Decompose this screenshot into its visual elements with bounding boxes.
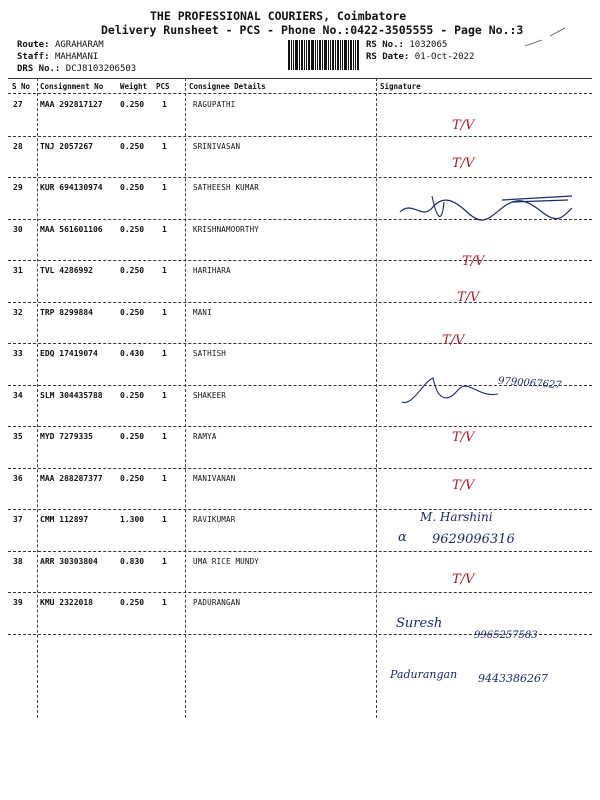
table-row xyxy=(0,430,600,472)
row-consignee: MANIVANAN xyxy=(193,473,236,483)
row-consignment-no: KUR 694130974 xyxy=(40,183,103,192)
signature-row-39-number: 9443386267 xyxy=(478,672,548,685)
row-sno: 37 xyxy=(13,515,23,524)
row-separator xyxy=(8,509,592,510)
row-separator xyxy=(8,426,592,427)
barcode-bar xyxy=(355,40,356,70)
table-row xyxy=(0,389,600,431)
row-sno: 29 xyxy=(13,183,23,192)
barcode-bar xyxy=(324,40,327,70)
signature-row-36-name: M. Harshini xyxy=(420,510,493,524)
table-row xyxy=(0,140,600,182)
barcode-bar xyxy=(335,40,336,70)
row-consignee: SATHISH xyxy=(193,349,227,358)
signature-row-39-name: Padurangan xyxy=(390,668,458,681)
route-label: Route: xyxy=(17,40,50,50)
row-pcs: 1 xyxy=(162,473,167,483)
row-pcs: 1 xyxy=(162,432,167,441)
signature-row-34: T/V xyxy=(452,430,475,445)
col-sno-header: S No xyxy=(12,82,31,91)
barcode-bar xyxy=(328,40,329,70)
row-pcs: 1 xyxy=(162,183,167,192)
row-separator xyxy=(8,136,592,137)
row-consignee: UMA RICE MUNDY xyxy=(193,556,260,566)
signature-row-38-name: Suresh xyxy=(396,616,443,631)
row-consignee: SATHEESH KUMAR xyxy=(193,183,260,192)
company-title: THE PROFESSIONAL COURIERS, Coimbatore xyxy=(150,9,407,23)
rs-date-label: RS Date: xyxy=(366,52,410,62)
rs-no-line xyxy=(366,40,447,50)
drs-label: DRS No.: xyxy=(17,64,61,74)
row-consignment-no: TRP 8299884 xyxy=(40,307,93,317)
barcode-bar xyxy=(344,40,347,70)
barcode-bar xyxy=(330,40,331,70)
row-consignment-no: CMM 112897 xyxy=(40,515,89,524)
row-sno: 28 xyxy=(13,141,23,151)
signature-row-36-mark: α xyxy=(398,530,407,545)
signature-row-38-number: 9965257583 xyxy=(474,630,538,641)
row-sno: 34 xyxy=(13,390,23,400)
drs-value: DCJ8103206503 xyxy=(65,64,137,74)
route-line xyxy=(17,40,104,50)
barcode-bar xyxy=(357,40,359,70)
row-weight: 0.250 xyxy=(120,598,145,607)
barcode-bar xyxy=(306,40,307,70)
row-separator xyxy=(8,468,592,469)
barcode-bar xyxy=(301,40,303,70)
barcode-bar xyxy=(315,40,316,70)
rs-no-value: 1032065 xyxy=(409,40,448,50)
row-separator xyxy=(8,177,592,178)
row-consignment-no: ARR 30303804 xyxy=(40,556,98,566)
table-row xyxy=(0,306,600,348)
rs-date-line xyxy=(366,52,474,62)
row-pcs: 1 xyxy=(162,515,167,524)
staff-line xyxy=(17,52,98,62)
row-pcs: 1 xyxy=(162,224,167,234)
row-consignment-no: EDQ 17419074 xyxy=(40,349,98,358)
rs-no-label: RS No.: xyxy=(366,40,404,50)
drs-line xyxy=(17,64,136,74)
barcode-bar xyxy=(342,40,343,70)
row-sno: 33 xyxy=(13,349,23,358)
row-pcs: 1 xyxy=(162,390,167,400)
barcode-bar xyxy=(337,40,339,70)
col-consignee-header: Consignee Details xyxy=(189,82,266,91)
row-weight: 0.250 xyxy=(120,266,145,275)
row-weight: 0.250 xyxy=(120,432,145,441)
row-pcs: 1 xyxy=(162,100,167,109)
row-separator xyxy=(8,551,592,552)
row-weight: 0.250 xyxy=(120,473,145,483)
table-row xyxy=(0,472,600,514)
row-weight: 0.250 xyxy=(120,307,145,317)
row-consignee: PADURANGAN xyxy=(193,598,241,607)
row-consignment-no: MAA 292817127 xyxy=(40,100,103,109)
row-consignment-no: KMU 2322018 xyxy=(40,598,93,607)
signature-row-32: T/V xyxy=(442,333,465,348)
signature-row-33-number: 9790067627 xyxy=(497,375,562,392)
row-weight: 0.430 xyxy=(120,349,145,358)
row-weight: 0.250 xyxy=(120,100,145,109)
row-consignment-no: TNJ 2057267 xyxy=(40,141,93,151)
signature-row-36-number: 9629096316 xyxy=(432,532,515,547)
signature-row-28: T/V xyxy=(452,156,475,171)
row-sno: 36 xyxy=(13,473,23,483)
barcode-bar xyxy=(291,40,292,70)
row-weight: 0.250 xyxy=(120,183,145,192)
signature-row-29-scribble-icon xyxy=(392,190,582,230)
barcode-bar xyxy=(317,40,318,70)
barcode-bar xyxy=(332,40,334,70)
row-separator xyxy=(8,592,592,593)
row-consignment-no: MAA 561601106 xyxy=(40,224,103,234)
row-sno: 39 xyxy=(13,598,23,607)
row-separator xyxy=(8,634,592,635)
barcode-bar xyxy=(322,40,323,70)
row-sno: 30 xyxy=(13,224,23,234)
barcode-bar xyxy=(293,40,294,70)
pen-scribble-icon xyxy=(520,22,570,52)
barcode-bar xyxy=(304,40,305,70)
row-separator xyxy=(8,343,592,344)
row-sno: 35 xyxy=(13,432,23,441)
staff-value: MAHAMANI xyxy=(54,52,99,62)
row-weight: 0.250 xyxy=(120,141,145,151)
row-sno: 32 xyxy=(13,307,23,317)
table-header-rule xyxy=(8,93,592,94)
row-consignee: SHAKEER xyxy=(193,390,227,400)
signature-row-35: T/V xyxy=(452,478,475,493)
row-consignee: MANI xyxy=(193,307,212,317)
signature-row-31: T/V xyxy=(457,290,480,305)
row-consignment-no: MYD 7279335 xyxy=(40,432,93,441)
barcode-bar xyxy=(340,40,341,70)
row-consignment-no: MAA 288287377 xyxy=(40,473,103,483)
barcode-bar xyxy=(299,40,300,70)
table-row xyxy=(0,555,600,597)
barcode-bar xyxy=(348,40,349,70)
table-row xyxy=(0,264,600,306)
signature-row-27: T/V xyxy=(452,118,475,133)
signature-row-37: T/V xyxy=(452,572,475,587)
col-signature-header: Signature xyxy=(380,82,421,91)
row-consignee: RAVIKUMAR xyxy=(193,515,236,524)
row-sno: 31 xyxy=(13,266,23,275)
table-row xyxy=(0,347,600,392)
barcode-bar xyxy=(288,40,290,70)
row-sno: 38 xyxy=(13,556,23,566)
staff-label: Staff: xyxy=(17,52,50,62)
signature-row-33-scribble-icon xyxy=(398,372,508,412)
barcode-bar xyxy=(353,40,354,70)
col-weight-header: Weight xyxy=(120,82,148,91)
row-consignee: SRINIVASAN xyxy=(193,141,241,151)
rs-date-value: 01-Oct-2022 xyxy=(414,52,475,62)
col-pcs-header: PCS xyxy=(156,82,170,91)
table-row xyxy=(0,98,600,140)
row-consignment-no: SLM 304435788 xyxy=(40,390,103,400)
row-consignee: RAMYA xyxy=(193,432,217,441)
row-sno: 27 xyxy=(13,100,23,109)
barcode xyxy=(288,40,360,70)
signature-row-30: T/V xyxy=(462,254,485,269)
barcode-bar xyxy=(295,40,298,70)
row-pcs: 1 xyxy=(162,598,167,607)
runsheet-subtitle: Delivery Runsheet - PCS - Phone No.:0422-3505555 - Page No.:3 xyxy=(101,23,524,37)
row-pcs: 1 xyxy=(162,266,167,275)
row-weight: 0.830 xyxy=(120,556,145,566)
row-pcs: 1 xyxy=(162,307,167,317)
route-value: AGRAHARAM xyxy=(54,40,104,50)
row-separator xyxy=(8,260,592,261)
table-row xyxy=(0,596,600,638)
barcode-bar xyxy=(350,40,352,70)
barcode-bar xyxy=(311,40,314,70)
row-consignee: KRISHNAMOORTHY xyxy=(193,224,260,234)
row-weight: 1.300 xyxy=(120,515,145,524)
row-consignee: HARIHARA xyxy=(193,266,231,275)
barcode-bar xyxy=(319,40,321,70)
row-weight: 0.250 xyxy=(120,390,145,400)
row-consignment-no: TVL 4286992 xyxy=(40,266,93,275)
row-consignee: RAGUPATHI xyxy=(193,100,236,109)
table-row xyxy=(0,513,600,555)
col-consignment-header: Consignment No xyxy=(40,82,104,91)
table-top-rule xyxy=(8,78,592,79)
row-pcs: 1 xyxy=(162,349,167,358)
row-separator xyxy=(8,302,592,303)
barcode-bar xyxy=(308,40,310,70)
row-pcs: 1 xyxy=(162,556,167,566)
row-pcs: 1 xyxy=(162,141,167,151)
row-weight: 0.250 xyxy=(120,224,145,234)
